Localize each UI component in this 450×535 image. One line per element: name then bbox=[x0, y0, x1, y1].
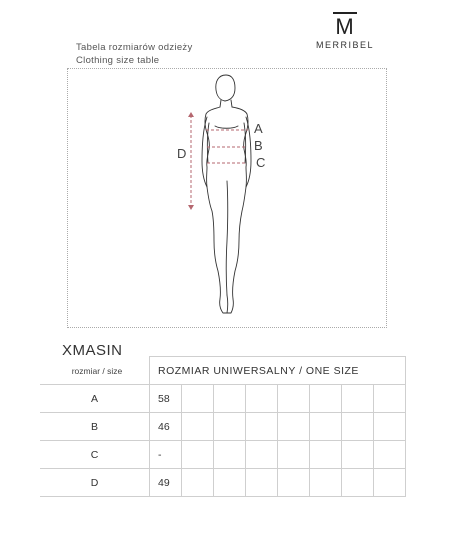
size-column-label: rozmiar / size bbox=[71, 366, 123, 376]
empty-cell bbox=[278, 413, 310, 441]
empty-cell bbox=[246, 385, 278, 413]
empty-cell bbox=[342, 441, 374, 469]
empty-cell bbox=[342, 469, 374, 497]
row-value: - bbox=[150, 441, 182, 469]
row-label: C bbox=[40, 441, 150, 469]
empty-cell bbox=[310, 413, 342, 441]
size-table bbox=[40, 356, 406, 497]
empty-cell bbox=[374, 385, 406, 413]
empty-cell bbox=[374, 469, 406, 497]
empty-cell bbox=[246, 469, 278, 497]
row-label: D bbox=[40, 469, 150, 497]
empty-cell bbox=[342, 385, 374, 413]
table-row bbox=[40, 385, 406, 413]
measure-label-d: D bbox=[177, 146, 187, 161]
empty-cell bbox=[246, 413, 278, 441]
empty-cell bbox=[310, 441, 342, 469]
empty-cell bbox=[342, 413, 374, 441]
subtitle-english: Clothing size table bbox=[76, 55, 160, 66]
empty-cell bbox=[310, 469, 342, 497]
table-row bbox=[40, 469, 406, 497]
brand-name: MERRIBEL bbox=[315, 40, 374, 50]
empty-cell bbox=[246, 441, 278, 469]
table-row bbox=[40, 413, 406, 441]
row-value: 46 bbox=[150, 413, 182, 441]
empty-cell bbox=[214, 385, 246, 413]
row-value: 49 bbox=[150, 469, 182, 497]
empty-cell bbox=[278, 469, 310, 497]
table-row bbox=[40, 441, 406, 469]
empty-cell bbox=[182, 413, 214, 441]
empty-cell bbox=[214, 441, 246, 469]
empty-cell bbox=[214, 469, 246, 497]
logo-letter: M bbox=[335, 14, 355, 39]
brand-logo bbox=[305, 12, 385, 50]
row-value: 58 bbox=[150, 385, 182, 413]
measure-label-c: C bbox=[256, 155, 266, 170]
empty-cell bbox=[182, 469, 214, 497]
row-label: A bbox=[40, 385, 150, 413]
empty-cell bbox=[182, 385, 214, 413]
empty-cell bbox=[182, 441, 214, 469]
empty-cell bbox=[374, 413, 406, 441]
body-silhouette-illustration bbox=[68, 69, 386, 327]
empty-cell bbox=[310, 385, 342, 413]
measure-label-a: A bbox=[254, 121, 263, 136]
empty-cell bbox=[278, 441, 310, 469]
product-name: XMASIN bbox=[62, 342, 123, 359]
subtitle-polish: Tabela rozmiarów odzieży bbox=[76, 42, 193, 53]
measure-label-b: B bbox=[254, 138, 263, 153]
empty-cell bbox=[214, 413, 246, 441]
empty-cell bbox=[374, 441, 406, 469]
body-figure-panel bbox=[67, 68, 387, 328]
row-label: B bbox=[40, 413, 150, 441]
empty-cell bbox=[278, 385, 310, 413]
size-header: ROZMIAR UNIWERSALNY / ONE SIZE bbox=[150, 357, 406, 385]
